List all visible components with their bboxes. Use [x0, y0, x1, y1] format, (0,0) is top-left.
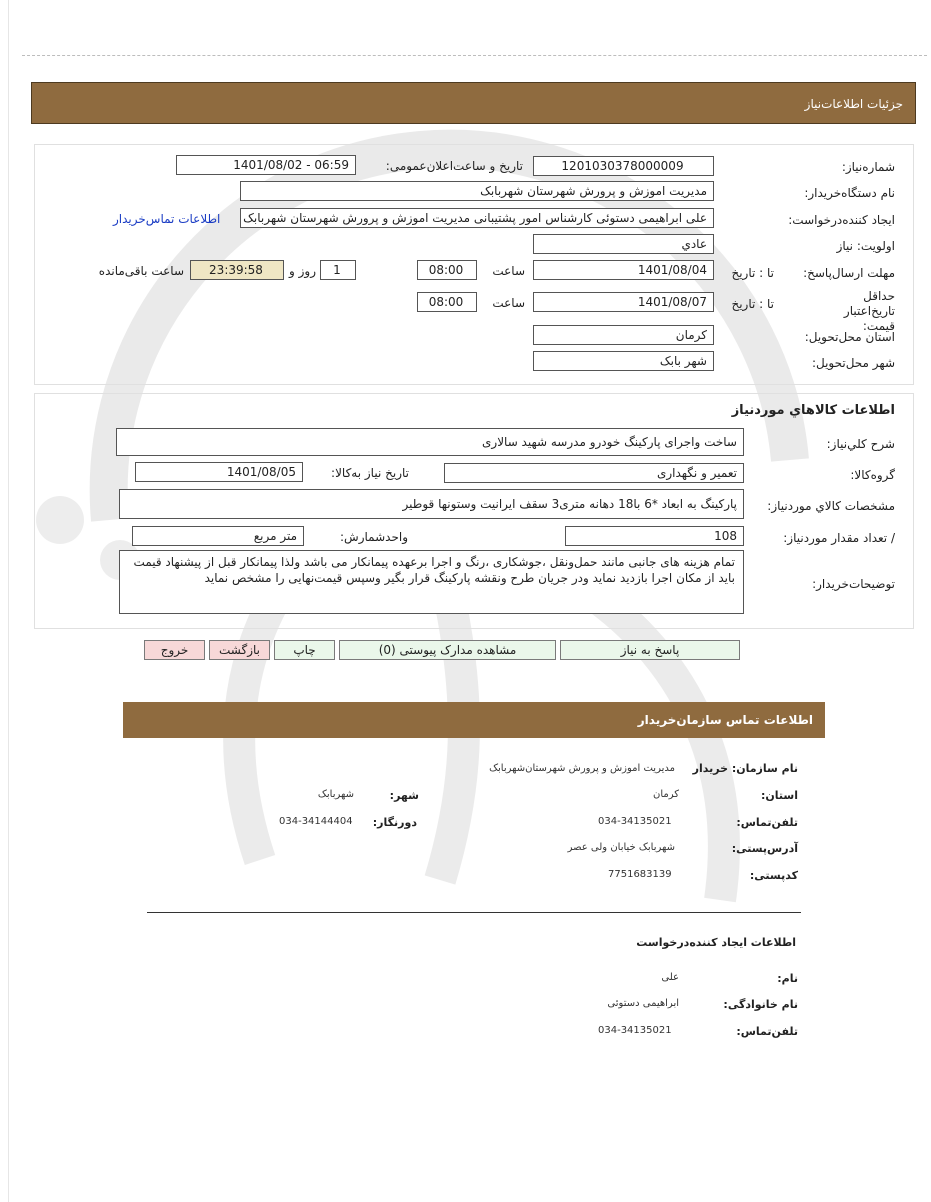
deadline-date-field: 1401/08/04: [533, 260, 714, 280]
contact-phone-value: 034-34135021: [598, 816, 672, 827]
time-remaining-label: ساعت باقی‌مانده: [98, 264, 184, 278]
contact-divider: [147, 912, 801, 913]
goods-unit-field: متر مربع: [132, 526, 304, 546]
contact-org-value: مدیریت اموزش و پرورش شهرستان‌شهربابک: [489, 763, 675, 774]
deadline-label: مهلت ارسال‌پاسخ:: [803, 266, 895, 280]
print-button[interactable]: چاپ: [274, 640, 335, 660]
goods-qty-label: / تعداد مقدار موردنياز:: [783, 531, 895, 545]
buyer-notes-label: توضیحات‌خریدار:: [812, 577, 895, 591]
creator-field: علی ابراهیمی دستوئی کارشناس امور پشتیبانی مدیریت اموزش و پرورش شهرستان شهربابک: [240, 208, 714, 228]
buyer-contact-title: اطلاعات تماس سازمان‌خریدار: [637, 713, 813, 727]
delivery-city-field: شهر بابک: [533, 351, 714, 371]
contact-postcode-value: 7751683139: [608, 869, 672, 880]
announce-date-field: 1401/08/02 - 06:59: [176, 155, 356, 175]
delivery-province-label: استان محل‌تحویل:: [804, 330, 895, 344]
priority-label: اولویت: نیاز: [836, 239, 895, 253]
left-edge-rule: [8, 0, 9, 1202]
creator-family-label: نام خانوادگی:: [723, 998, 798, 1011]
creator-name-value: علی: [661, 972, 679, 983]
exit-button[interactable]: خروج: [144, 640, 205, 660]
creator-phone-label: تلفن‌تماس:: [736, 1025, 798, 1038]
goods-group-field: تعمیر و نگهداری: [444, 463, 744, 483]
announce-date-label: تاریخ و ساعت‌اعلان‌عمومی:: [385, 159, 523, 173]
deadline-to-date-label: تا : تاریخ: [731, 266, 774, 280]
delivery-city-label: شهر محل‌تحویل:: [811, 356, 895, 370]
contact-postcode-label: کد‌پستی:: [749, 869, 798, 882]
goods-spec-label: مشخصات کالاي موردنياز:: [767, 499, 895, 513]
goods-qty-field: 108: [565, 526, 744, 546]
deadline-time-field: 08:00: [417, 260, 477, 280]
buyer-org-label: نام دستگاه‌خریدار:: [804, 186, 895, 200]
need-date-field: 1401/08/05: [135, 462, 303, 482]
contact-city-label: شهر:: [389, 789, 419, 802]
contact-fax-label: دورنگار:: [372, 816, 417, 829]
contact-province-label: استان:: [761, 789, 798, 802]
goods-spec-field: پارکینگ به ابعاد *6 با18 دهانه متری3 سقف ایرانیت وستونها قوطیر: [119, 489, 744, 519]
top-dotted-divider: [22, 55, 927, 56]
validity-time-field: 08:00: [417, 292, 477, 312]
validity-to-date-label: تا : تاریخ: [731, 297, 774, 311]
goods-unit-label: واحد‌شمارش:: [340, 530, 408, 544]
reply-to-need-button[interactable]: پاسخ به نیاز: [560, 640, 740, 660]
validity-time-label: ساعت: [492, 296, 525, 310]
contact-address-label: آدرس‌پستی:: [731, 842, 798, 855]
priority-field: عادي: [533, 234, 714, 254]
buyer-contact-bar: [123, 702, 825, 738]
buyer-org-field: مدیریت اموزش و پرورش شهرستان شهربابک: [240, 181, 714, 201]
creator-phone-value: 034-34135021: [598, 1025, 672, 1036]
days-remaining-field: 1: [320, 260, 356, 280]
goods-desc-label: شرح کلي‌نياز:: [826, 437, 895, 451]
contact-address-value: شهربابک خیابان ولی عصر: [567, 842, 675, 853]
need-number-label: شماره‌نیاز:: [841, 160, 895, 174]
validity-label: حداقل تاریخ‌اعتبار قیمت:: [843, 289, 895, 333]
deadline-time-label: ساعت: [492, 264, 525, 278]
need-date-label: تاریخ نیاز به‌کالا:: [331, 466, 409, 480]
contact-province-value: کرمان: [652, 789, 679, 800]
buyer-notes-field: تمام هزینه های جانبی مانند حمل‌ونقل ،جوشکاری ،رنگ و اجرا برعهده پیمانکار می باشد ولذا پیمانکار قبل از پیشنهاد قیمت باید از مکان اجرا بازدید نماید ودر جریان طرح ونقشه پارکینگ قرار بگیر وسپس قیمت‌نهایی را مشخص نماید: [119, 550, 744, 614]
creator-name-label: نام:: [777, 972, 798, 985]
page-header-bar: [31, 82, 916, 124]
contact-phone-label: تلفن‌تماس:: [736, 816, 798, 829]
contact-fax-value: 034-34144404: [279, 816, 353, 827]
buyer-contact-link[interactable]: اطلاعات تماس‌خریدار: [113, 212, 221, 226]
days-label: روز و: [289, 264, 316, 278]
back-button[interactable]: بازگشت: [209, 640, 270, 660]
view-attachments-button[interactable]: مشاهده مدارک پیوستی (0): [339, 640, 556, 660]
header-title: جزئیات اطلاعات‌نیاز: [804, 97, 903, 111]
delivery-province-field: کرمان: [533, 325, 714, 345]
creator-label: ایجاد کننده‌درخواست:: [788, 213, 895, 227]
contact-org-label: نام سازمان: خریدار: [692, 762, 798, 775]
goods-section-title: اطلاعات کالاهاي موردنياز: [731, 403, 895, 418]
creator-family-value: ابراهیمی دستوئی: [607, 998, 679, 1009]
goods-group-label: گروه‌کالا:: [850, 468, 895, 482]
time-remaining-field: 23:39:58: [190, 260, 284, 280]
validity-date-field: 1401/08/07: [533, 292, 714, 312]
creator-section-title: اطلاعات ایجاد کننده‌درخواست: [636, 936, 796, 949]
need-number-field: 1201030378000009: [533, 156, 714, 176]
contact-city-value: شهربابک: [317, 789, 354, 800]
goods-desc-field: ساخت واجرای پارکینگ خودرو مدرسه شهید سالاری: [116, 428, 744, 456]
